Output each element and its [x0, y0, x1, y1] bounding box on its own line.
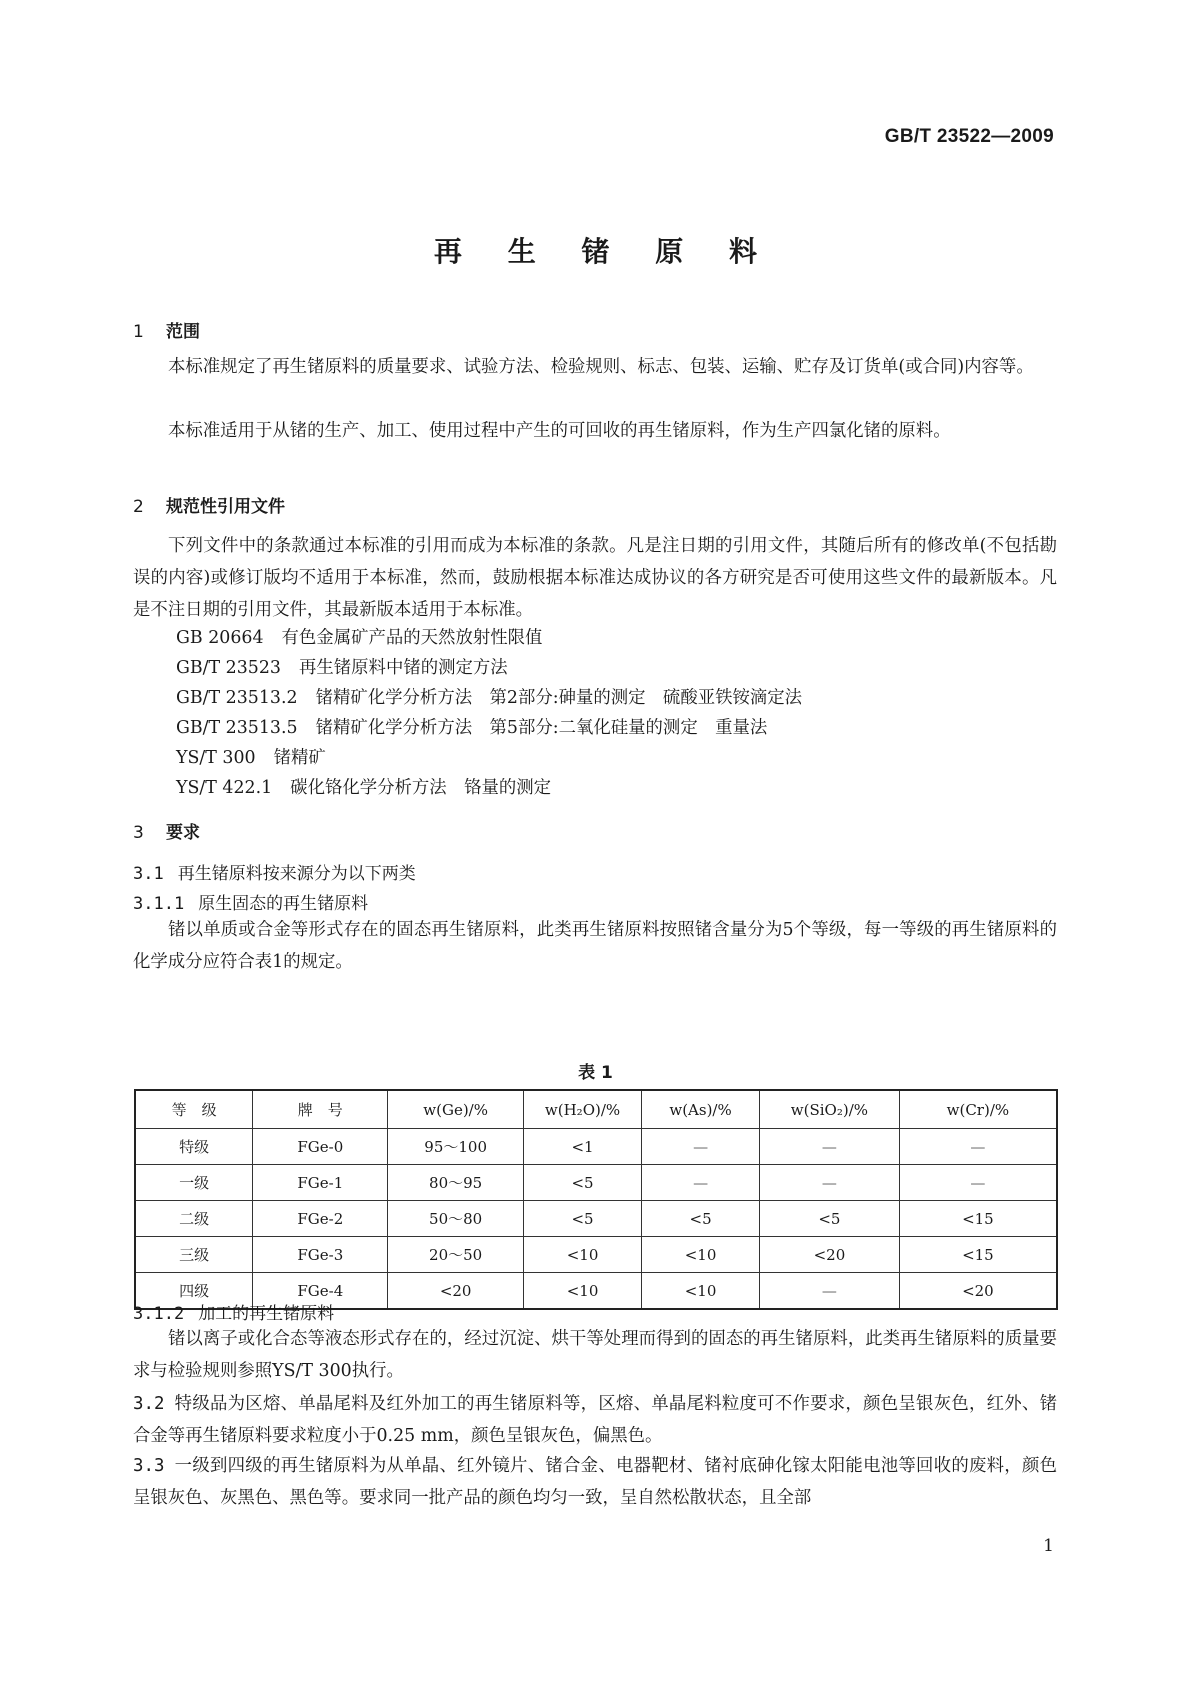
- table-cell: FGe-2: [253, 1201, 388, 1237]
- table-cell: <5: [642, 1201, 760, 1237]
- reference-code: GB 20664: [176, 628, 264, 648]
- table-cell: FGe-3: [253, 1237, 388, 1273]
- reference-title: 有色金属矿产品的天然放射性限值: [281, 628, 543, 648]
- table-header-row: [135, 1090, 1057, 1129]
- reference-title: 锗精矿化学分析方法 第2部分:砷量的测定 硫酸亚铁铵滴定法: [315, 688, 803, 708]
- table-cell: 80～95: [388, 1165, 524, 1201]
- column-header: 等 级: [135, 1090, 253, 1129]
- table-cell: 一级: [135, 1165, 253, 1201]
- table-cell: —: [899, 1165, 1057, 1201]
- section-title: 要求: [166, 823, 200, 843]
- subsection-number: 3.1.2: [133, 1304, 185, 1324]
- table-cell: —: [642, 1165, 760, 1201]
- table-cell: <1: [523, 1129, 641, 1165]
- subsection-title: 原生固态的再生锗原料: [198, 894, 369, 914]
- table-cell: <20: [388, 1273, 524, 1310]
- table-cell: <20: [760, 1237, 900, 1273]
- reference-item: [176, 713, 767, 738]
- table-cell: —: [760, 1273, 900, 1310]
- table-cell: —: [642, 1129, 760, 1165]
- table-cell: —: [760, 1165, 900, 1201]
- references-intro: 下列文件中的条款通过本标准的引用而成为本标准的条款。凡是注日期的引用文件，其随后所有的修改单(不包括勘误的内容)或修订版均不适用于本标准，然而，鼓励根据本标准达成协议的各方研究是否可使用这些文件的最新版本。凡是不注日期的引用文件，其最新版本适用于本标准。: [133, 536, 1057, 620]
- paragraph-3-1-2: 锗以离子或化合态等液态形式存在的，经过沉淀、烘干等处理而得到的固态的再生锗原料，此类再生锗原料的质量要求与检验规则参照YS/T 300执行。: [133, 1329, 1057, 1381]
- reference-title: 锗精矿化学分析方法 第5部分:二氧化硅量的测定 重量法: [315, 718, 768, 738]
- reference-code: YS/T 300: [176, 748, 256, 768]
- subsection-title: 再生锗原料按来源分为以下两类: [177, 864, 416, 884]
- section-number: 2: [133, 497, 144, 517]
- subsection-title: 加工的再生锗原料: [198, 1304, 335, 1324]
- table-row: [135, 1165, 1057, 1201]
- section-2-heading: [133, 492, 285, 517]
- clause-text: 一级到四级的再生锗原料为从单晶、红外镜片、锗合金、电器靶材、锗衬底砷化镓太阳能电池等回收的废料，颜色呈银灰色、灰黑色、黑色等。要求同一批产品的颜色均匀一致，呈自然松散状态，且全部: [133, 1456, 1057, 1508]
- section-title: 规范性引用文件: [166, 497, 285, 517]
- table-cell: <10: [642, 1237, 760, 1273]
- subsection-number: 3.1: [133, 864, 164, 884]
- table-cell: 50～80: [388, 1201, 524, 1237]
- table-cell: <10: [523, 1237, 641, 1273]
- table-caption: 表 1: [578, 1063, 613, 1083]
- paragraph-3-3: [133, 1450, 1057, 1514]
- table-cell: <5: [523, 1165, 641, 1201]
- column-header: 牌 号: [253, 1090, 388, 1129]
- reference-item: [176, 653, 508, 678]
- table-cell: <5: [523, 1201, 641, 1237]
- table-row: [135, 1201, 1057, 1237]
- section-1-heading: [133, 317, 200, 342]
- reference-item: [176, 743, 326, 768]
- table-cell: 二级: [135, 1201, 253, 1237]
- reference-code: GB/T 23523: [176, 658, 281, 678]
- reference-title: 碳化铬化学分析方法 铬量的测定: [290, 778, 552, 798]
- document-title: 再 生 锗 原 料: [434, 235, 775, 268]
- table-cell: FGe-1: [253, 1165, 388, 1201]
- subsection-number: 3.1.1: [133, 894, 185, 914]
- column-header: w(Cr)/%: [899, 1090, 1057, 1129]
- scope-paragraph-2: 本标准适用于从锗的生产、加工、使用过程中产生的可回收的再生锗原料，作为生产四氯化锗的原料。: [168, 421, 951, 441]
- standard-code: GB/T 23522—2009: [884, 126, 1054, 147]
- subsection-3-1-1: [133, 889, 368, 914]
- clause-text: 特级品为区熔、单晶尾料及红外加工的再生锗原料等，区熔、单晶尾料粒度可不作要求，颜色呈银灰色，红外、锗合金等再生锗原料要求粒度小于0.25 mm，颜色呈银灰色，偏黑色。: [133, 1394, 1057, 1446]
- table-cell: —: [760, 1129, 900, 1165]
- table-cell: 95～100: [388, 1129, 524, 1165]
- scope-paragraph-1: 本标准规定了再生锗原料的质量要求、试验方法、检验规则、标志、包装、运输、贮存及订货单(或合同)内容等。: [168, 357, 1034, 377]
- chemical-composition-table: [134, 1089, 1058, 1310]
- reference-code: GB/T 23513.5: [176, 718, 298, 738]
- table-cell: —: [899, 1129, 1057, 1165]
- table-cell: 三级: [135, 1237, 253, 1273]
- reference-code: YS/T 422.1: [176, 778, 273, 798]
- page-number: 1: [1043, 1536, 1054, 1556]
- reference-item: [176, 623, 542, 648]
- table-cell: <5: [760, 1201, 900, 1237]
- table-row: [135, 1237, 1057, 1273]
- section-title: 范围: [166, 322, 200, 342]
- table-cell: 特级: [135, 1129, 253, 1165]
- column-header: w(As)/%: [642, 1090, 760, 1129]
- subsection-3-1-2: [133, 1299, 334, 1324]
- reference-code: GB/T 23513.2: [176, 688, 298, 708]
- table-cell: 四级: [135, 1273, 253, 1310]
- column-header: w(H₂O)/%: [523, 1090, 641, 1129]
- section-number: 3: [133, 823, 144, 843]
- table-cell: FGe-4: [253, 1273, 388, 1310]
- column-header: w(SiO₂)/%: [760, 1090, 900, 1129]
- reference-item: [176, 773, 551, 798]
- paragraph-3-2: [133, 1388, 1057, 1452]
- paragraph-3-1-1: 锗以单质或合金等形式存在的固态再生锗原料，此类再生锗原料按照锗含量分为5个等级，每一等级的再生锗原料的化学成分应符合表1的规定。: [133, 920, 1057, 972]
- table-cell: <10: [523, 1273, 641, 1310]
- table-cell: <10: [642, 1273, 760, 1310]
- subsection-3-1: [133, 859, 416, 884]
- section-number: 1: [133, 322, 144, 342]
- table-cell: FGe-0: [253, 1129, 388, 1165]
- table-cell: <20: [899, 1273, 1057, 1310]
- column-header: w(Ge)/%: [388, 1090, 524, 1129]
- reference-title: 再生锗原料中锗的测定方法: [298, 658, 508, 678]
- clause-number: 3.2: [133, 1394, 165, 1414]
- clause-number: 3.3: [133, 1456, 165, 1476]
- table-row: [135, 1129, 1057, 1165]
- table-cell: <15: [899, 1201, 1057, 1237]
- reference-item: [176, 683, 802, 708]
- reference-title: 锗精矿: [273, 748, 326, 768]
- table-cell: <15: [899, 1237, 1057, 1273]
- table-cell: 20～50: [388, 1237, 524, 1273]
- section-3-heading: [133, 818, 200, 843]
